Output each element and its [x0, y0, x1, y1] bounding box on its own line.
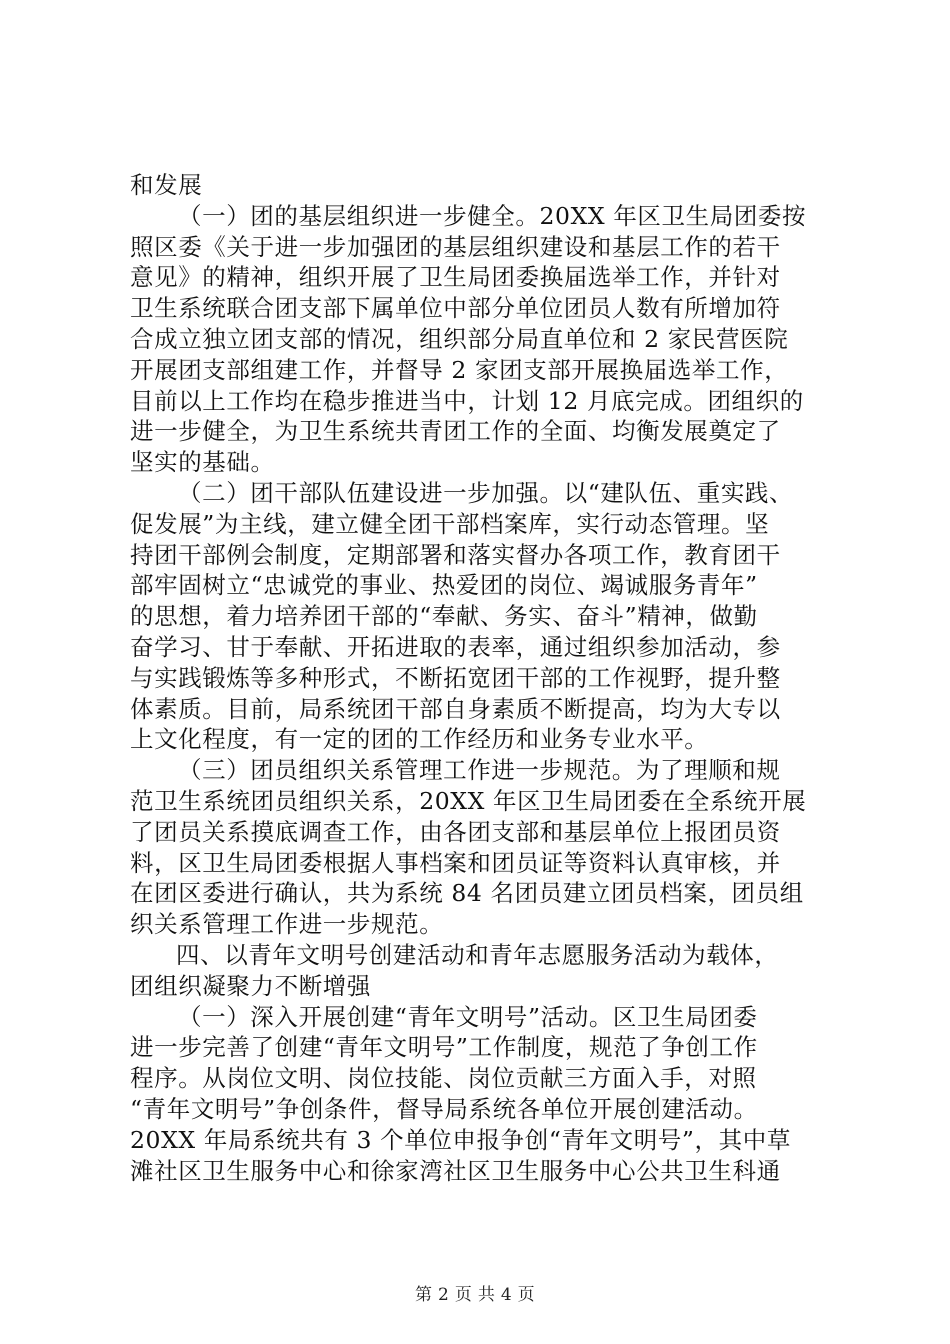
text-line: 部牢固树立“忠诚党的事业、热爱团的岗位、竭诚服务青年” — [130, 571, 758, 600]
text-line: 与实践锻炼等多种形式，不断拓宽团干部的工作视野，提升整 — [130, 663, 781, 692]
text-line: 合成立独立团支部的情况，组织部分局直单位和 2 家民营医院 — [130, 324, 789, 353]
text-line: 持团干部例会制度，定期部署和落实督办各项工作，教育团干 — [130, 540, 781, 569]
text-line: 卫生系统联合团支部下属单位中部分单位团员人数有所增加符 — [130, 294, 781, 323]
section-heading: 团组织凝聚力不断增强 — [130, 971, 371, 1000]
text-line: “青年文明号”争创条件，督导局系统各单位开展创建活动。 — [130, 1094, 758, 1123]
text-line: 意见》的精神，组织开展了卫生局团委换届选举工作，并针对 — [130, 263, 781, 292]
text-line: 了团员关系摸底调查工作，由各团支部和基层单位上报团员资 — [130, 817, 781, 846]
text-line: 在团区委进行确认，共为系统 84 名团员建立团员档案，团员组 — [130, 879, 804, 908]
text-line: （三）团员组织关系管理工作进一步规范。为了理顺和规 — [178, 756, 781, 785]
text-line: 照区委《关于进一步加强团的基层组织建设和基层工作的若干 — [130, 232, 781, 261]
text-line: 奋学习、甘于奉献、开拓进取的表率，通过组织参加活动，参 — [130, 632, 781, 661]
text-line: 促发展”为主线，建立健全团干部档案库，实行动态管理。坚 — [130, 509, 770, 538]
text-line: 和发展 — [130, 171, 203, 199]
text-line: 料，区卫生局团委根据人事档案和团员证等资料认真审核，并 — [130, 848, 781, 877]
text-line: 范卫生系统团员组织关系，20XX 年区卫生局团委在全系统开展 — [130, 786, 807, 815]
text-line: （二）团干部队伍建设进一步加强。以“建队伍、重实践、 — [178, 478, 794, 507]
text-line: 上文化程度，有一定的团的工作经历和业务专业水平。 — [130, 725, 709, 754]
text-line: （一）团的基层组织进一步健全。20XX 年区卫生局团委按 — [178, 201, 807, 230]
document-body — [130, 170, 830, 1186]
text-line: 开展团支部组建工作，并督导 2 家团支部开展换届选举工作， — [130, 355, 789, 384]
text-line: 目前以上工作均在稳步推进当中，计划 12 月底完成。团组织的 — [130, 386, 804, 415]
section-heading: 四、以青年文明号创建活动和青年志愿服务活动为载体， — [176, 940, 779, 969]
text-line: 织关系管理工作进一步规范。 — [130, 910, 444, 939]
text-line: 程序。从岗位文明、岗位技能、岗位贡献三方面入手，对照 — [130, 1064, 757, 1093]
text-line: 的思想，着力培养团干部的“奉献、务实、奋斗”精神，做勤 — [130, 602, 758, 631]
page-number-footer: 第 2 页 共 4 页 — [415, 1285, 535, 1305]
text-line: 进一步完善了创建“青年文明号”工作制度，规范了争创工作 — [130, 1033, 758, 1062]
text-line: 20XX 年局系统共有 3 个单位申报争创“青年文明号”，其中草 — [130, 1125, 791, 1154]
text-line: 体素质。目前，局系统团干部自身素质不断提高，均为大专以 — [130, 694, 781, 723]
text-line: 坚实的基础。 — [130, 448, 275, 477]
text-line: 滩社区卫生服务中心和徐家湾社区卫生服务中心公共卫生科通 — [130, 1156, 781, 1185]
text-line: 进一步健全，为卫生系统共青团工作的全面、均衡发展奠定了 — [130, 417, 781, 446]
text-line: （一）深入开展创建“青年文明号”活动。区卫生局团委 — [178, 1002, 758, 1031]
